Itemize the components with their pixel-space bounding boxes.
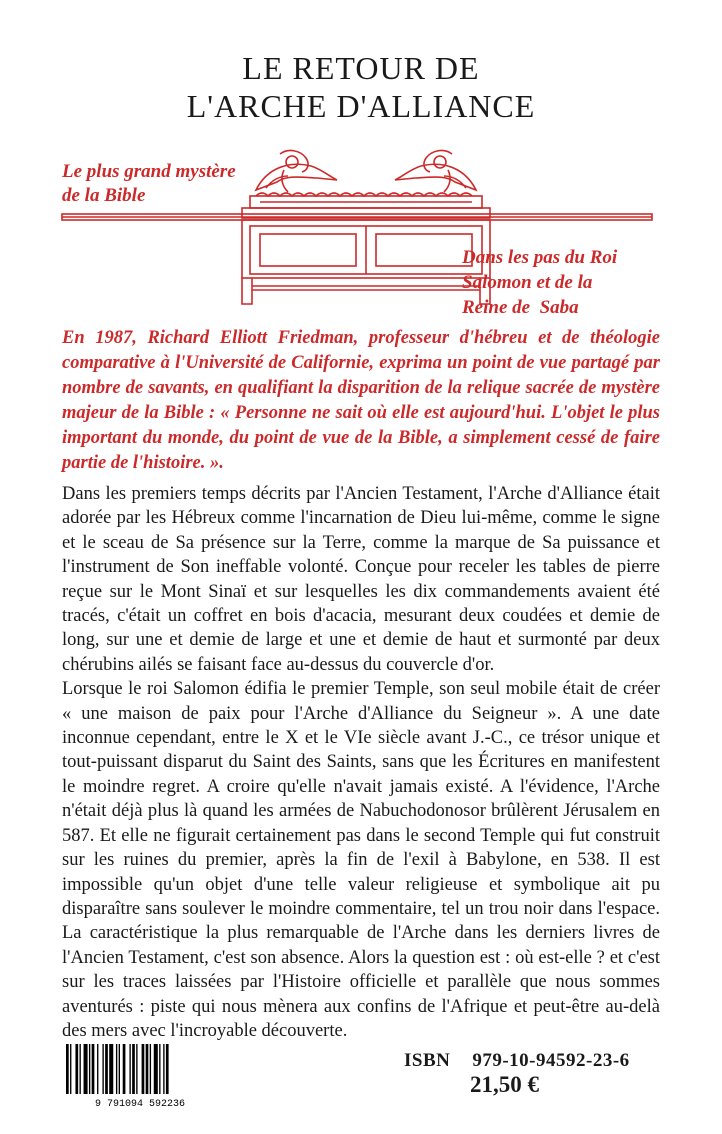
intro-paragraph: En 1987, Richard Elliott Friedman, professeur d'hébreu et de théologie comparative à l'Université de Californie, exprima un point de vue partagé par nombre de savants, en qualifiant la disparition de la relique sacrée de mystère majeur de la Bible : « Personne ne sait où elle est aujourd'hui. L'objet le plus important du monde, du point de vue de la Bible, a simplement cessé de faire partie de l'histoire. ». — [62, 328, 660, 473]
body-paragraph: Lorsque le roi Salomon édifia le premier Temple, son seul mobile était de créer « une maison de paix pour l'Arche d'Alliance du Seigneur ». A une date inconnue cependant, entre le X et le VIe siècle avant J.-C., ce trésor unique et tout-puissant disparut du Saint des Saints, sans que les Écritures en manifestent le moindre regret. A croire qu'elle n'avait jamais existé. A l'évidence, l'Arche n'était déjà plus là quand les armées de Nabuchodonosor brûlèrent Jérusalem en 587. Et elle ne figurait certainement pas dans le second Temple qui fut construit sur les ruines du premier, après la fin de l'exil à Babylone, en 538. Il est impossible qu'un objet d'une telle valeur religieuse et symbolique ait pu disparaître sans soulever le moindre commentaire, tel un trou noir dans l'espace. La caractéristique la plus remarquable de l'Arche dans les derniers livres de l'Ancien Testament, c'est son absence. Alors la question est : où est-elle ? et c'est sur les traces laissées par l'Histoire officielle et parallèle que nous sommes aventurés : piste qui nous mènera aux confins de l'Afrique et peut-être au-delà des mers avec l'incroyable découverte. — [62, 679, 660, 1041]
barcode-bar — [89, 1044, 90, 1094]
price: 21,50 € — [470, 1072, 539, 1097]
subtitle-right-line: Dans les pas du Roi — [462, 247, 618, 268]
barcode-bar — [66, 1044, 69, 1094]
subtitle-left-line: de la Bible — [62, 185, 146, 206]
barcode-bar — [80, 1044, 81, 1094]
subtitle-right-line: Salomon et de la — [462, 272, 593, 293]
barcode-digits: 9 791094 592236 — [94, 1099, 186, 1108]
isbn-label: ISBN — [404, 1050, 451, 1071]
barcode-bar — [159, 1044, 160, 1094]
book-title-line-2: L'ARCHE D'ALLIANCE — [186, 88, 536, 124]
barcode-bar — [84, 1044, 88, 1094]
barcode-bar — [97, 1044, 98, 1094]
subtitle-left-line: Le plus grand mystère — [62, 161, 236, 182]
barcode-bar — [163, 1044, 164, 1094]
barcode-bar — [154, 1044, 158, 1094]
subtitle-right-line: Reine de Saba — [462, 297, 579, 318]
subtitle-left — [62, 160, 236, 208]
barcode-bar — [75, 1044, 78, 1094]
barcode-bar — [70, 1044, 71, 1094]
barcode-bar — [132, 1044, 135, 1094]
isbn — [404, 1050, 630, 1072]
isbn-number: 979-10-94592-23-6 — [472, 1050, 630, 1071]
barcode-bar — [166, 1044, 169, 1094]
barcode-bar — [109, 1044, 113, 1094]
barcode-bar — [129, 1044, 130, 1094]
barcode-bar — [136, 1044, 137, 1094]
barcode-bar — [123, 1044, 126, 1094]
barcode-bar — [102, 1044, 103, 1094]
barcode-bar — [119, 1044, 120, 1094]
barcode — [60, 1042, 220, 1108]
barcode-bar — [116, 1044, 117, 1094]
barcode-bar — [92, 1044, 95, 1094]
barcode-bar — [142, 1044, 145, 1094]
barcode-bar — [150, 1044, 151, 1094]
body-text — [62, 482, 660, 1043]
subtitle-right — [462, 245, 617, 320]
body-paragraph: Dans les premiers temps décrits par l'Ancien Testament, l'Arche d'Alliance était adorée par les Hébreux comme l'incarnation de Dieu lui-même, comme le signe et le sceau de Sa présence sur la Terre, comme la marque de Sa puissance et l'instrument de Son ineffable volonté. Conçue pour receler les tables de pierre reçue sur le Mont Sinaï et sur lesquelles les dix commandements avaient été tracés, c'était un coffret en bois d'acacia, mesurant deux coudées et demie de long, sur une et demie de large et une et demie de haut et surmonté par deux chérubins ailés se faisant face au-dessus du couvercle d'or. — [62, 484, 660, 675]
barcode-bar — [146, 1044, 149, 1094]
barcode-bar — [105, 1044, 108, 1094]
book-title-line-1: LE RETOUR DE — [242, 50, 480, 86]
